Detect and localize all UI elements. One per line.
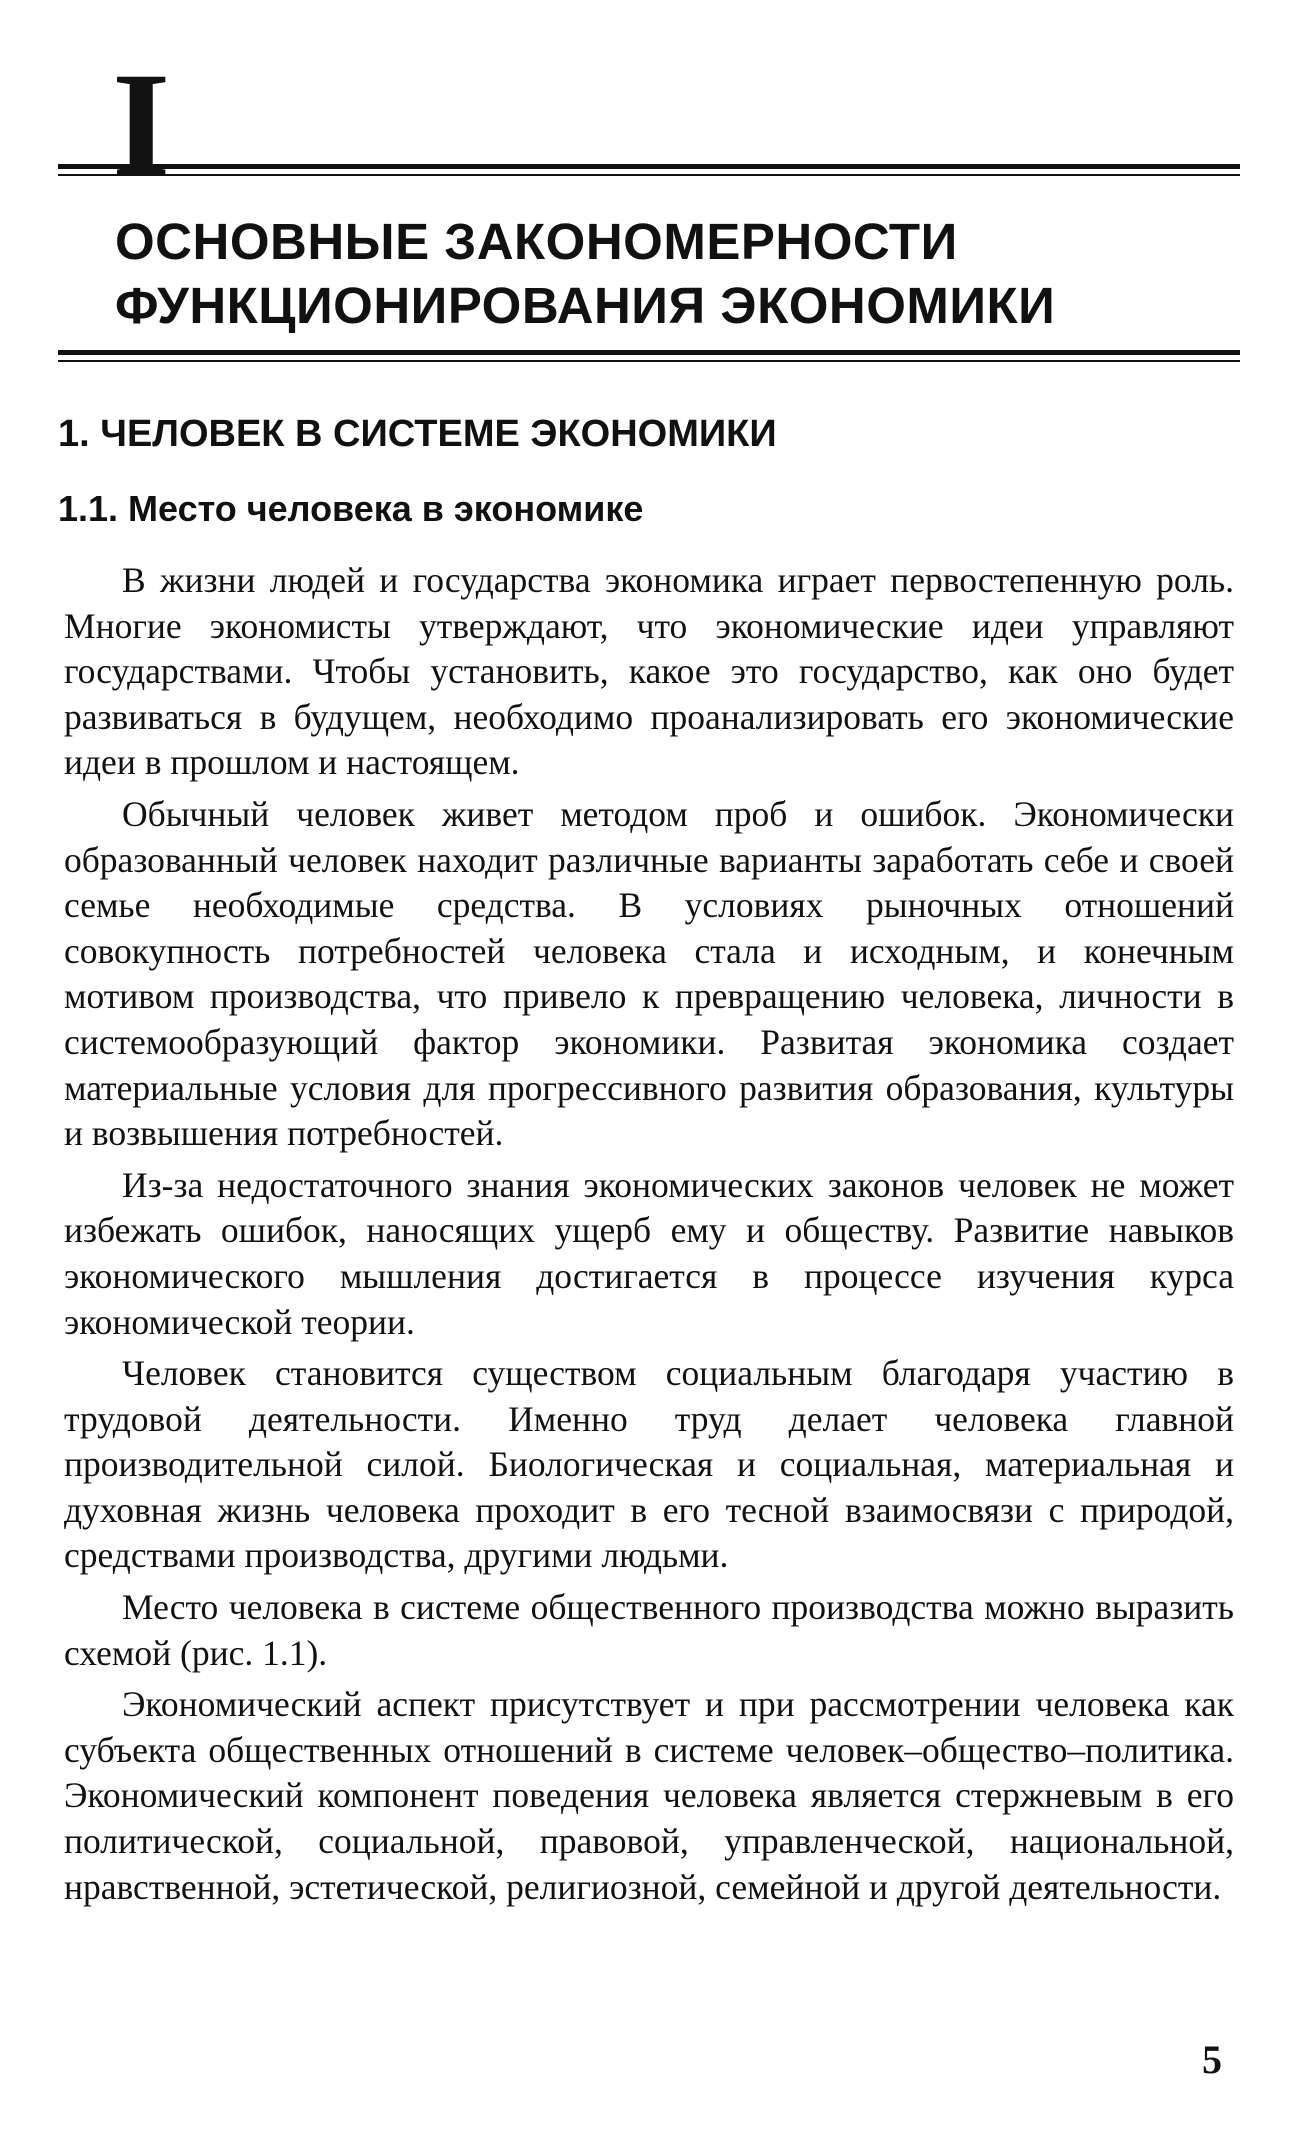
paragraph-1: В жизни людей и государства экономика играет первостепенную роль. Многие экономисты утверждают, что экономические идеи управляют государствами. Чтобы установить, какое это государство, как оно будет развиваться в будущем, необходимо проанализировать его экономические идеи в прошлом и настоящем. [64, 560, 1234, 783]
chapter-title [115, 210, 1215, 338]
paragraph-3: Из-за недостаточного знания экономических законов человек не может избежать ошибок, наносящих ущерб ему и обществу. Развитие навыков экономического мышления достигается в процессе изучения курса экономической теории. [64, 1164, 1234, 1342]
paragraph-2: Обычный человек живет методом проб и ошибок. Экономически образованный человек находит различные варианты заработать себе и своей семье необходимые средства. В условиях рыночных отношений совокупность потребностей человека стала и исходным, и конечным мотивом производства, что привело к превращению человека, личности в системообразующий фактор экономики. Развитая экономика создает материальные условия для прогрессивного развития образования, культуры и возвышения потребностей. [64, 793, 1234, 1154]
paragraph-4: Человек становится существом социальным благодаря участию в трудовой деятельности. Именно труд делает человека главной производительной силой. Биологическая и социальная, материальная и духовная жизнь человека проходит в его тесной взаимосвязи с природой, средствами производства, другими людьми. [64, 1353, 1234, 1576]
chapter-title-line-1: ОСНОВНЫЕ ЗАКОНОМЕРНОСТИ [115, 213, 958, 270]
chapter-rule-bottom [58, 350, 1240, 362]
subsection-title: 1.1. Место человека в экономике [58, 488, 644, 529]
chapter-rule-top [58, 164, 1240, 176]
body-text [64, 558, 1234, 1916]
chapter-number: I [112, 42, 171, 208]
page-number: 5 [1202, 2037, 1222, 2082]
paragraph-5: Место человека в системе общественного производства можно выразить схемой (рис. 1.1). [64, 1587, 1234, 1673]
paragraph-6: Экономический аспект присутствует и при рассмотрении человека как субъекта общественных отношений в системе человек–общество–политика. Экономический компонент поведения человека является стержневым в его политической, социальной, правовой, управленческой, национальной, нравственной, эстетической, религиозной, семейной и другой деятельности. [64, 1684, 1234, 1907]
chapter-title-line-2: ФУНКЦИОНИРОВАНИЯ ЭКОНОМИКИ [115, 277, 1056, 334]
section-title: 1. ЧЕЛОВЕК В СИСТЕМЕ ЭКОНОМИКИ [58, 413, 777, 455]
